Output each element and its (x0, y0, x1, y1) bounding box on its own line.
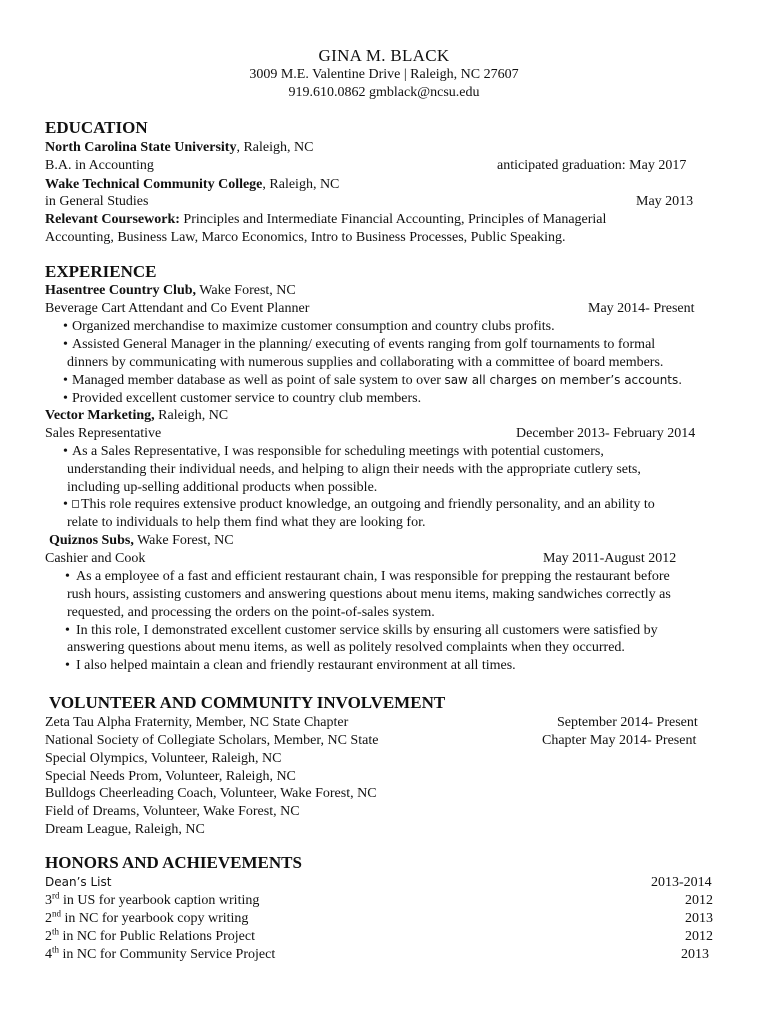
honors-item-suffix: rd (52, 890, 60, 901)
job1-bullet4-text: Provided excellent customer service to country club members. (72, 391, 422, 406)
degree1-date: anticipated graduation: May 2017 (497, 158, 687, 173)
job2-bullet1-cont1: understanding their individual needs, and helping to align their needs with the appropriate cutlery sets, (67, 462, 641, 477)
job3-org-name: Quiznos Subs, (49, 533, 134, 548)
honors-item-rank: 4 (45, 947, 52, 962)
job2-title: Sales Representative (45, 426, 162, 441)
job1-org-location: Wake Forest, NC (196, 283, 296, 298)
school2 (45, 176, 339, 193)
job3-date: May 2011-August 2012 (543, 551, 677, 566)
school1-location: , Raleigh, NC (236, 140, 314, 155)
job1-bullet1-text: Organized merchandise to maximize customer consumption and country clubs profits. (72, 319, 555, 334)
resume-address: 3009 M.E. Valentine Drive | Raleigh, NC 27607 (249, 67, 519, 82)
volunteer-heading: VOLUNTEER AND COMMUNITY INVOLVEMENT (49, 693, 446, 712)
honors-item: Dean’s List (45, 875, 112, 889)
bullet-icon: • (65, 569, 70, 584)
job1-date: May 2014- Present (588, 301, 695, 316)
honors-item-text: in US for yearbook caption writing (59, 893, 260, 908)
job2-bullet2-cont: relate to individuals to help them find what they are looking for. (67, 515, 426, 530)
job3-bullet1-cont2: requested, and processing the orders on the point-of-sales system. (67, 605, 435, 620)
degree1: B.A. in Accounting (45, 158, 154, 173)
volunteer-item-date: September 2014- Present (557, 715, 698, 730)
bullet-icon: • (63, 337, 68, 352)
job3-org-location: Wake Forest, NC (133, 533, 234, 548)
school2-location: , Raleigh, NC (262, 177, 340, 192)
honors-item-date: 2013-2014 (651, 875, 712, 890)
honors-item (45, 892, 259, 909)
checkbox-icon (72, 500, 79, 508)
honors-item (45, 928, 255, 945)
job3-bullet1-cont1: rush hours, assisting customers and answering questions about menu items, making sandwiches correctly as (67, 587, 671, 602)
school1-name: North Carolina State University (45, 140, 237, 155)
job1-org (45, 282, 296, 299)
honors-item-text: in NC for yearbook copy writing (61, 911, 249, 926)
job3-bullet1-text: As a employee of a fast and efficient restaurant chain, I was responsible for prepping the restaurant before (76, 569, 670, 584)
job2-bullet1-text: As a Sales Representative, I was responsible for scheduling meetings with potential customers, (72, 444, 604, 459)
honors-item-date: 2013 (685, 911, 713, 926)
job1-bullet2-text: Assisted General Manager in the planning/ executing of events ranging from golf tournaments to formal (72, 337, 656, 352)
bullet-icon: • (65, 658, 70, 673)
honors-item (45, 946, 275, 963)
honors-item-rank: 3 (45, 893, 52, 908)
bullet-icon: • (63, 391, 68, 406)
job1-org-name: Hasentree Country Club, (45, 283, 197, 298)
degree2-date: May 2013 (636, 194, 694, 209)
job2-org-name: Vector Marketing, (45, 408, 155, 423)
volunteer-item-date: Chapter May 2014- Present (542, 733, 697, 748)
degree2: in General Studies (45, 194, 149, 209)
job3-bullet1 (65, 568, 670, 585)
job2-bullet2-text: This role requires extensive product knowledge, an outgoing and friendly personality, and an ability to (81, 497, 655, 512)
resume-name: GINA M. BLACK (318, 46, 450, 65)
job2-date: December 2013- February 2014 (516, 426, 696, 441)
honors-item-suffix: nd (52, 908, 61, 919)
job2-bullet2 (63, 496, 655, 513)
coursework-text: Principles and Intermediate Financial Accounting, Principles of Managerial (179, 212, 607, 227)
honors-item-date: 2012 (685, 929, 713, 944)
bullet-icon: • (65, 623, 70, 638)
volunteer-item: Special Olympics, Volunteer, Raleigh, NC (45, 751, 282, 766)
education-heading: EDUCATION (45, 118, 148, 137)
job1-bullet1 (63, 318, 555, 335)
job2-bullet1 (63, 443, 604, 460)
job1-bullet3-text-b: saw all charges on member’s accounts. (444, 373, 683, 387)
honors-item-text: in NC for Community Service Project (59, 947, 276, 962)
volunteer-item: Field of Dreams, Volunteer, Wake Forest, NC (45, 804, 300, 819)
job3-bullet2-text: In this role, I demonstrated excellent customer service skills by ensuring all customers were satisfied by (76, 623, 658, 638)
job2-org (45, 407, 228, 424)
bullet-icon: • (63, 444, 68, 459)
volunteer-item: National Society of Collegiate Scholars, Member, NC State (45, 733, 379, 748)
job2-org-location: Raleigh, NC (154, 408, 229, 423)
job3-org (49, 532, 234, 549)
coursework-line2: Accounting, Business Law, Marco Economics, Intro to Business Processes, Public Speaking. (45, 230, 566, 245)
honors-item-rank: 2 (45, 929, 52, 944)
job1-bullet4 (63, 390, 421, 407)
volunteer-item: Zeta Tau Alpha Fraternity, Member, NC State Chapter (45, 715, 349, 730)
job1-bullet2 (63, 336, 655, 353)
job3-bullet2 (65, 622, 658, 639)
volunteer-item: Dream League, Raleigh, NC (45, 822, 205, 837)
job3-title: Cashier and Cook (45, 551, 146, 566)
honors-item-date: 2012 (685, 893, 713, 908)
job3-bullet3 (65, 657, 516, 674)
volunteer-item: Bulldogs Cheerleading Coach, Volunteer, Wake Forest, NC (45, 786, 377, 801)
job1-bullet3 (63, 372, 682, 389)
honors-item-text: in NC for Public Relations Project (59, 929, 255, 944)
volunteer-item: Special Needs Prom, Volunteer, Raleigh, NC (45, 769, 296, 784)
school2-name: Wake Technical Community College (45, 177, 263, 192)
bullet-icon: • (63, 497, 68, 512)
job1-bullet2-cont: dinners by communicating with numerous supplies and collaborating with a committee of board members. (67, 355, 664, 370)
job1-title: Beverage Cart Attendant and Co Event Planner (45, 301, 310, 316)
job3-bullet2-cont: answering questions about menu items, as well as politely resolved complaints when they occurred. (67, 640, 625, 655)
school1 (45, 139, 313, 156)
job3-bullet3-text: I also helped maintain a clean and friendly restaurant environment at all times. (76, 658, 516, 673)
honors-item-suffix: th (52, 944, 60, 955)
honors-item-suffix: th (52, 926, 60, 937)
coursework-label: Relevant Coursework: (45, 212, 180, 227)
resume-contact: 919.610.0862 gmblack@ncsu.edu (288, 85, 480, 100)
experience-heading: EXPERIENCE (45, 262, 157, 281)
honors-heading: HONORS AND ACHIEVEMENTS (45, 853, 302, 872)
bullet-icon: • (63, 319, 68, 334)
honors-item-rank: 2 (45, 911, 52, 926)
bullet-icon: • (63, 373, 68, 388)
honors-item (45, 910, 248, 927)
job2-bullet1-cont2: including up-selling additional products when possible. (67, 480, 378, 495)
honors-item-date: 2013 (681, 947, 709, 962)
job1-bullet3-text: Managed member database as well as point of sale system to over (72, 373, 445, 388)
coursework-line1 (45, 211, 606, 228)
